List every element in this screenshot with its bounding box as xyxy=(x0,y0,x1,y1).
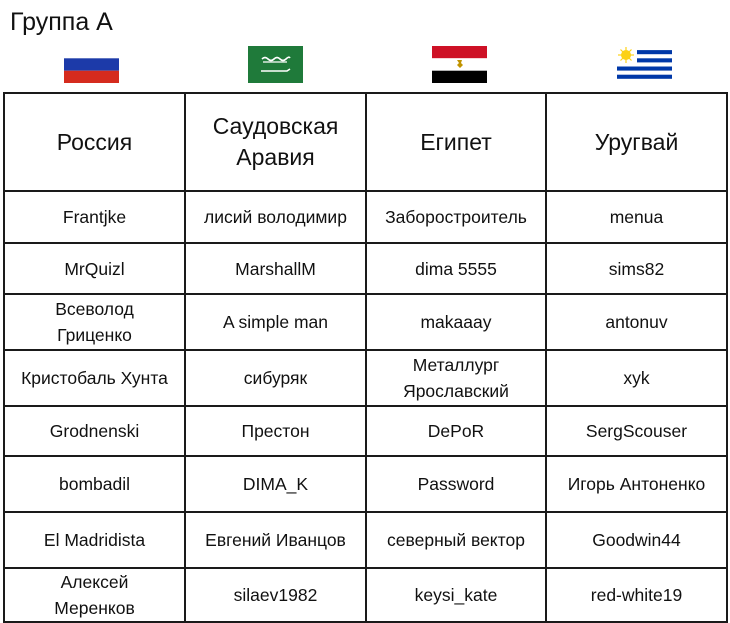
table-cell: Игорь Антоненко xyxy=(546,456,727,512)
table-cell: makaaay xyxy=(366,294,546,350)
table-row xyxy=(4,243,727,294)
table-cell: сибуряк xyxy=(185,350,366,406)
table-cell: silaev1982 xyxy=(185,568,366,622)
table-cell: xyk xyxy=(546,350,727,406)
group-title: Группа А xyxy=(10,8,113,36)
group-table xyxy=(3,92,728,623)
table-cell: Frantjke xyxy=(4,191,185,243)
table-cell-text: Всеволод Гриценко xyxy=(55,299,134,345)
table-cell: DePoR xyxy=(366,406,546,456)
table-cell-text: Алексей Меренков xyxy=(54,572,135,618)
table-cell: Goodwin44 xyxy=(546,512,727,568)
table-row xyxy=(4,406,727,456)
table-cell: Password xyxy=(366,456,546,512)
table-row xyxy=(4,350,727,406)
table-row xyxy=(4,568,727,622)
table-cell: red-white19 xyxy=(546,568,727,622)
table-cell: dima 5555 xyxy=(366,243,546,294)
table-cell: северный вектор xyxy=(366,512,546,568)
table-cell: bombadil xyxy=(4,456,185,512)
table-cell: keysi_kate xyxy=(366,568,546,622)
header-row xyxy=(4,93,727,191)
table-cell xyxy=(366,350,546,406)
country-header-russia: Россия xyxy=(4,93,185,191)
table-cell: menua xyxy=(546,191,727,243)
table-cell: SergScouser xyxy=(546,406,727,456)
table-cell: Кристобаль Хунта xyxy=(4,350,185,406)
table-cell: Grodnenski xyxy=(4,406,185,456)
table-cell: MarshallM xyxy=(185,243,366,294)
country-header-saudi-arabia-label: Саудовская Аравия xyxy=(212,113,339,170)
egypt-flag-icon xyxy=(432,46,487,83)
table-row xyxy=(4,456,727,512)
saudi-arabia-flag-icon xyxy=(248,46,303,83)
table-cell: Евгений Иванцов xyxy=(185,512,366,568)
flags-row xyxy=(0,0,730,92)
country-header-saudi-arabia xyxy=(185,93,366,191)
table-cell: A simple man xyxy=(185,294,366,350)
table-cell: Престон xyxy=(185,406,366,456)
table-row xyxy=(4,512,727,568)
table-cell: Заборостроитель xyxy=(366,191,546,243)
table-cell: El Madridista xyxy=(4,512,185,568)
table-cell: antonuv xyxy=(546,294,727,350)
table-cell: лисий володимир xyxy=(185,191,366,243)
country-header-uruguay: Уругвай xyxy=(546,93,727,191)
table-cell xyxy=(4,294,185,350)
table-cell: MrQuizl xyxy=(4,243,185,294)
table-cell: sims82 xyxy=(546,243,727,294)
table-cell: DIMA_K xyxy=(185,456,366,512)
table-cell xyxy=(4,568,185,622)
table-row xyxy=(4,294,727,350)
russia-flag-icon xyxy=(64,46,119,83)
table-cell-text: Металлург Ярославский xyxy=(403,355,509,401)
uruguay-flag-icon xyxy=(617,46,672,83)
country-header-egypt: Египет xyxy=(366,93,546,191)
table-row xyxy=(4,191,727,243)
